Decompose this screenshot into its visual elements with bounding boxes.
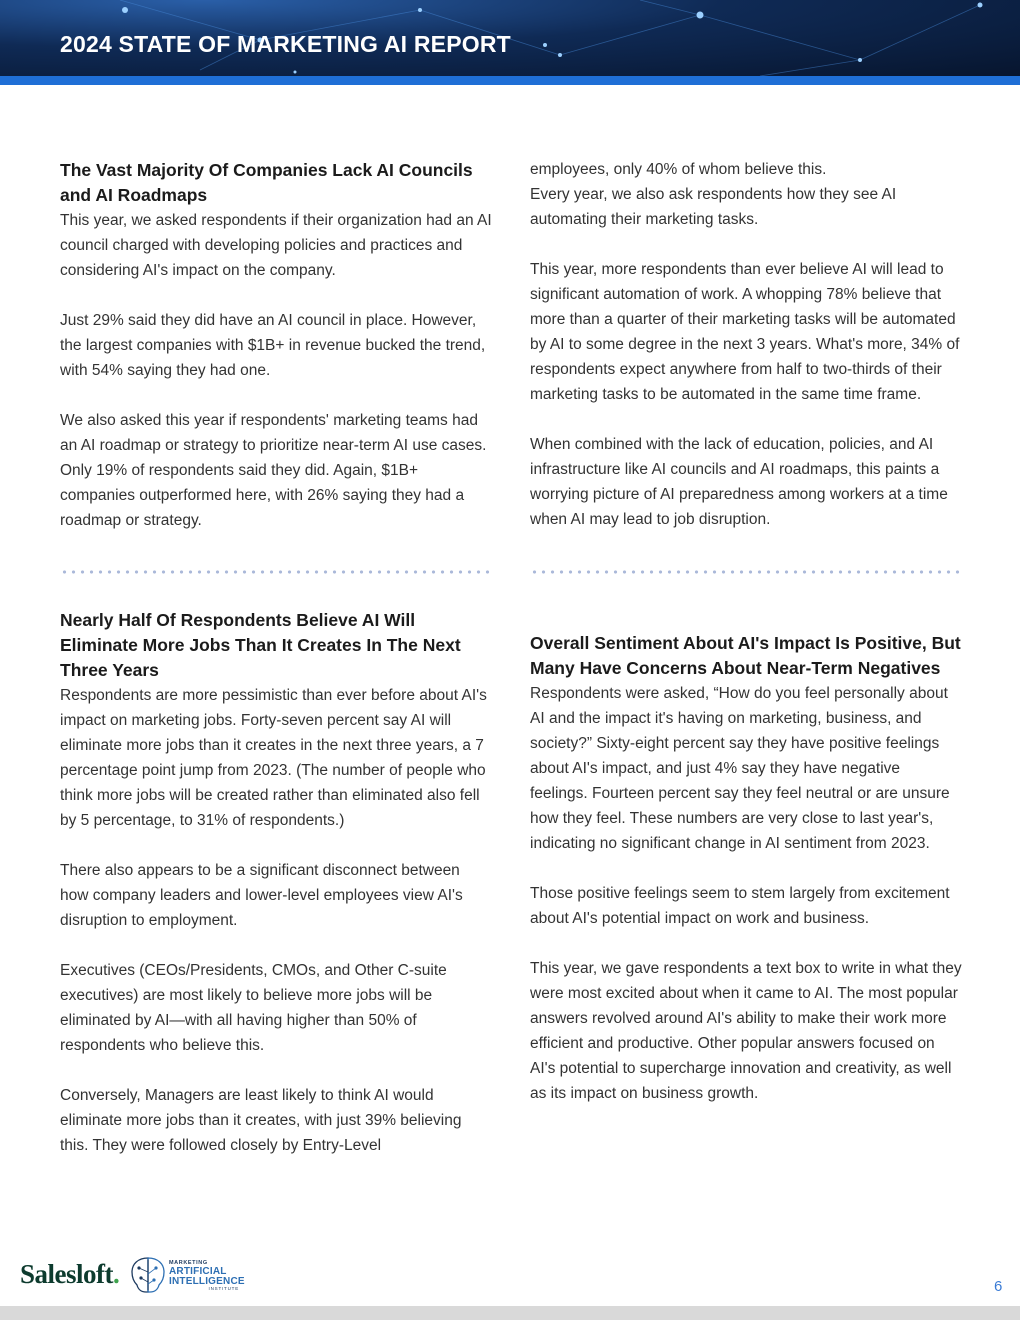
paragraph: This year, we gave respondents a text box to write in what they were most excited about when it came to AI. The most popular answers revolved around AI's ability to make their work more efficient and productive. Other popular answers focused on AI's potential to supercharge innovation and creativity, as well as its impact on business growth.	[530, 960, 962, 1102]
paragraph: Executives (CEOs/Presidents, CMOs, and Other C-suite executives) are most likely to believe more jobs will be eliminated by AI—with all having higher than 50% of respondents who believe this.	[60, 962, 447, 1054]
header-accent-bar	[0, 76, 1020, 85]
report-title: 2024 STATE OF MARKETING AI REPORT	[60, 31, 511, 57]
salesloft-logo: Salesloft.	[20, 1259, 120, 1289]
paragraph: Every year, we also ask respondents how they see AI automating their marketing tasks.	[530, 186, 897, 228]
paragraph: Respondents were asked, “How do you feel personally about AI and the impact it's having on marketing, business, and society?” Sixty-eight percent say they have positive feelings about AI's impact, and just 4% say they have negative feelings. Fourteen percent say they feel neutral or are unsure how they feel. These numbers are very close to last year's, indicating no significant change in AI sentiment from 2023.	[530, 685, 950, 852]
paragraph: Conversely, Managers are least likely to think AI would eliminate more jobs than it creates, with just 39% believing this. They were followed closely by Entry-Level	[60, 1087, 462, 1154]
dotted-divider-right	[530, 570, 962, 574]
section-heading: The Vast Majority Of Companies Lack AI Councils and AI Roadmaps	[60, 160, 473, 205]
paragraph: employees, only 40% of whom believe this.	[530, 161, 827, 178]
section-heading: Nearly Half Of Respondents Believe AI Will Eliminate More Jobs Than It Creates In The Next Three Years	[60, 610, 461, 680]
brain-circuit-icon	[128, 1256, 168, 1294]
paragraph: Just 29% said they did have an AI council in place. However, the largest companies with $1B+ in revenue bucked the trend, with 54% saying they had one.	[60, 312, 486, 379]
section-jobs	[60, 608, 492, 1158]
page-number: 6	[994, 1278, 1003, 1295]
paragraph: When combined with the lack of education, policies, and AI infrastructure like AI councils and AI roadmaps, this paints a worrying picture of AI preparedness among workers at a time when AI may lead to job disruption.	[530, 436, 948, 528]
paragraph: This year, we asked respondents if their organization had an AI council charged with developing policies and practices and considering AI's impact on the company.	[60, 212, 492, 279]
section-sentiment	[530, 631, 962, 1106]
paragraph: We also asked this year if respondents' marketing teams had an AI roadmap or strategy to prioritize near-term AI use cases. Only 19% of respondents said they did. Again, $1B+ companies outperformed here, with 26% saying they had a roadmap or strategy.	[60, 412, 487, 529]
dotted-divider-left	[60, 570, 492, 574]
paragraph: Those positive feelings seem to stem largely from excitement about AI's potential impact on work and business.	[530, 885, 950, 927]
header-banner	[0, 0, 1020, 76]
section-heading: Overall Sentiment About AI's Impact Is Positive, But Many Have Concerns About Near-Term Negatives	[530, 633, 961, 678]
paragraph: Respondents are more pessimistic than ever before about AI's impact on marketing jobs. Forty-seven percent say AI will eliminate more jobs than it creates in the next three years, a 7 percentage point jump from 2023. (The number of people who think more jobs will be created rather than eliminated also fell by 5 percentage, to 31% of respondents.)	[60, 687, 487, 829]
paragraph: There also appears to be a significant disconnect between how company leaders and lower-level employees view AI's disruption to employment.	[60, 862, 463, 929]
section-ai-councils	[60, 158, 492, 533]
footer-bar	[0, 1306, 1020, 1320]
marketing-ai-institute-logo: MARKETING ARTIFICIAL INTELLIGENCE INSTITUTE	[169, 1260, 245, 1291]
paragraph: This year, more respondents than ever believe AI will lead to significant automation of work. A whopping 78% believe that more than a quarter of their marketing tasks will be automated by AI to some degree in the next 3 years. What's more, 34% of respondents expect anywhere from half to two-thirds of their marketing tasks to be automated in the same time frame.	[530, 261, 960, 403]
section-automation	[530, 157, 962, 532]
